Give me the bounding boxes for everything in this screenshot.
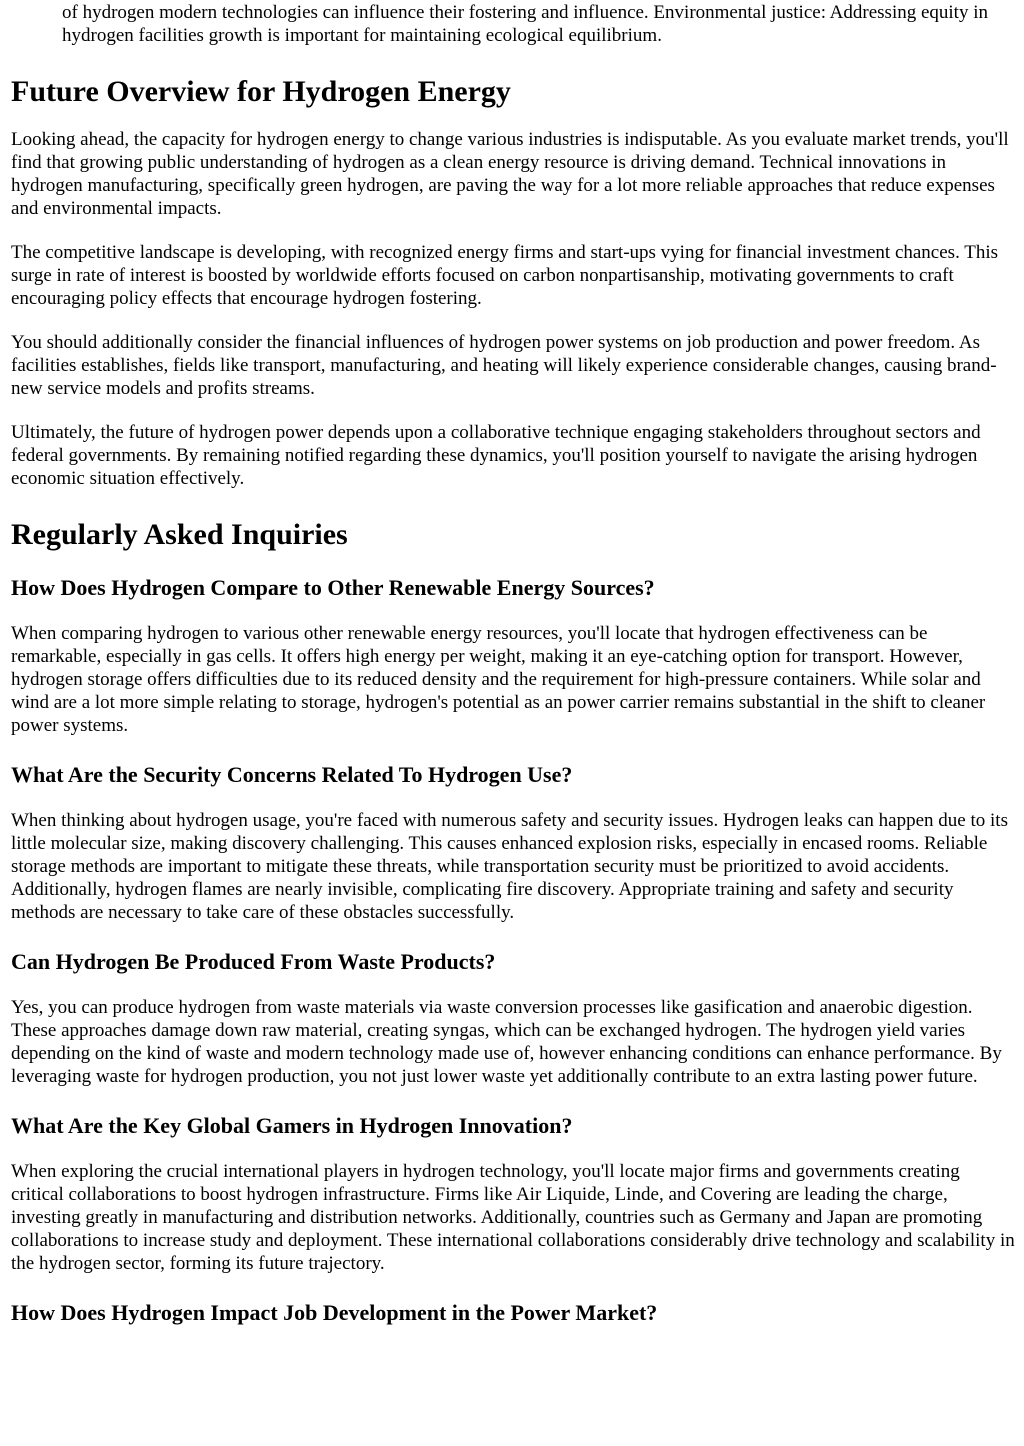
faq-answer: When thinking about hydrogen usage, you're faced with numerous safety and security issues. Hydrogen leaks can happen due to its little molecular size, making discovery challenging. This causes enhanced explosion risks, especially in encased rooms. Reliable storage methods are important to mitigate these threats, while transportation security must be prioritized to avoid accidents. Additionally, hydrogen flames are nearly invisible, complicating fire discovery. Appropriate training and safety and security methods are necessary to take care of these obstacles successfully. xyxy=(11,810,1008,923)
section-heading-faq: Regularly Asked Inquiries xyxy=(11,518,348,551)
faq-question: What Are the Key Global Gamers in Hydrogen Innovation? xyxy=(11,1113,573,1138)
faq-answer: When comparing hydrogen to various other renewable energy resources, you'll locate that hydrogen effectiveness can be remarkable, especially in gas cells. It offers high energy per weight, making it an eye-catching option for transport. However, hydrogen storage offers difficulties due to its reduced density and the requirement for high-pressure containers. While solar and wind are a lot more simple relating to storage, hydrogen's potential as an power carrier remains substantial in the shift to cleaner power systems. xyxy=(11,623,986,736)
article-content xyxy=(11,0,1017,1326)
faq-question: What Are the Security Concerns Related To Hydrogen Use? xyxy=(11,762,573,787)
faq-answer: When exploring the crucial international players in hydrogen technology, you'll locate major firms and governments creating critical collaborations to boost hydrogen infrastructure. Firms like Air Liquide, Linde, and Covering are leading the charge, investing greatly in manufacturing and distribution networks. Additionally, countries such as Germany and Japan are promoting collaborations to increase study and deployment. These international collaborations considerably drive technology and scalability in the hydrogen sector, forming its future trajectory. xyxy=(11,1161,1015,1274)
faq-question: How Does Hydrogen Impact Job Development in the Power Market? xyxy=(11,1300,658,1325)
continued-list-item xyxy=(11,1,1017,47)
continued-text: of hydrogen modern technologies can influence their fostering and influence. Environmental justice: Addressing equity in hydrogen facilities growth is important for maintaining ecological equilibrium. xyxy=(62,2,988,46)
section-heading-future: Future Overview for Hydrogen Energy xyxy=(11,75,511,108)
faq-question: How Does Hydrogen Compare to Other Renewable Energy Sources? xyxy=(11,575,655,600)
paragraph: You should additionally consider the financial influences of hydrogen power systems on job production and power freedom. As facilities establishes, fields like transport, manufacturing, and heating will likely experience considerable changes, causing brand-new service models and profits streams. xyxy=(11,332,997,399)
faq-answer: Yes, you can produce hydrogen from waste materials via waste conversion processes like gasification and anaerobic digestion. These approaches damage down raw material, creating syngas, which can be exchanged hydrogen. The hydrogen yield varies depending on the kind of waste and modern technology made use of, however enhancing conditions can enhance performance. By leveraging waste for hydrogen production, you not just lower waste yet additionally contribute to an extra lasting power future. xyxy=(11,997,1002,1087)
paragraph: The competitive landscape is developing, with recognized energy firms and start-ups vying for financial investment chances. This surge in rate of interest is boosted by worldwide efforts focused on carbon nonpartisanship, motivating governments to craft encouraging policy effects that encourage hydrogen fostering. xyxy=(11,242,999,309)
faq-question: Can Hydrogen Be Produced From Waste Products? xyxy=(11,949,496,974)
paragraph: Ultimately, the future of hydrogen power depends upon a collaborative technique engaging stakeholders throughout sectors and federal governments. By remaining notified regarding these dynamics, you'll position yourself to navigate the arising hydrogen economic situation effectively. xyxy=(11,422,981,489)
paragraph: Looking ahead, the capacity for hydrogen energy to change various industries is indisputable. As you evaluate market trends, you'll find that growing public understanding of hydrogen as a clean energy resource is driving demand. Technical innovations in hydrogen manufacturing, specifically green hydrogen, are paving the way for a lot more reliable approaches that reduce expenses and environmental impacts. xyxy=(11,129,1009,219)
